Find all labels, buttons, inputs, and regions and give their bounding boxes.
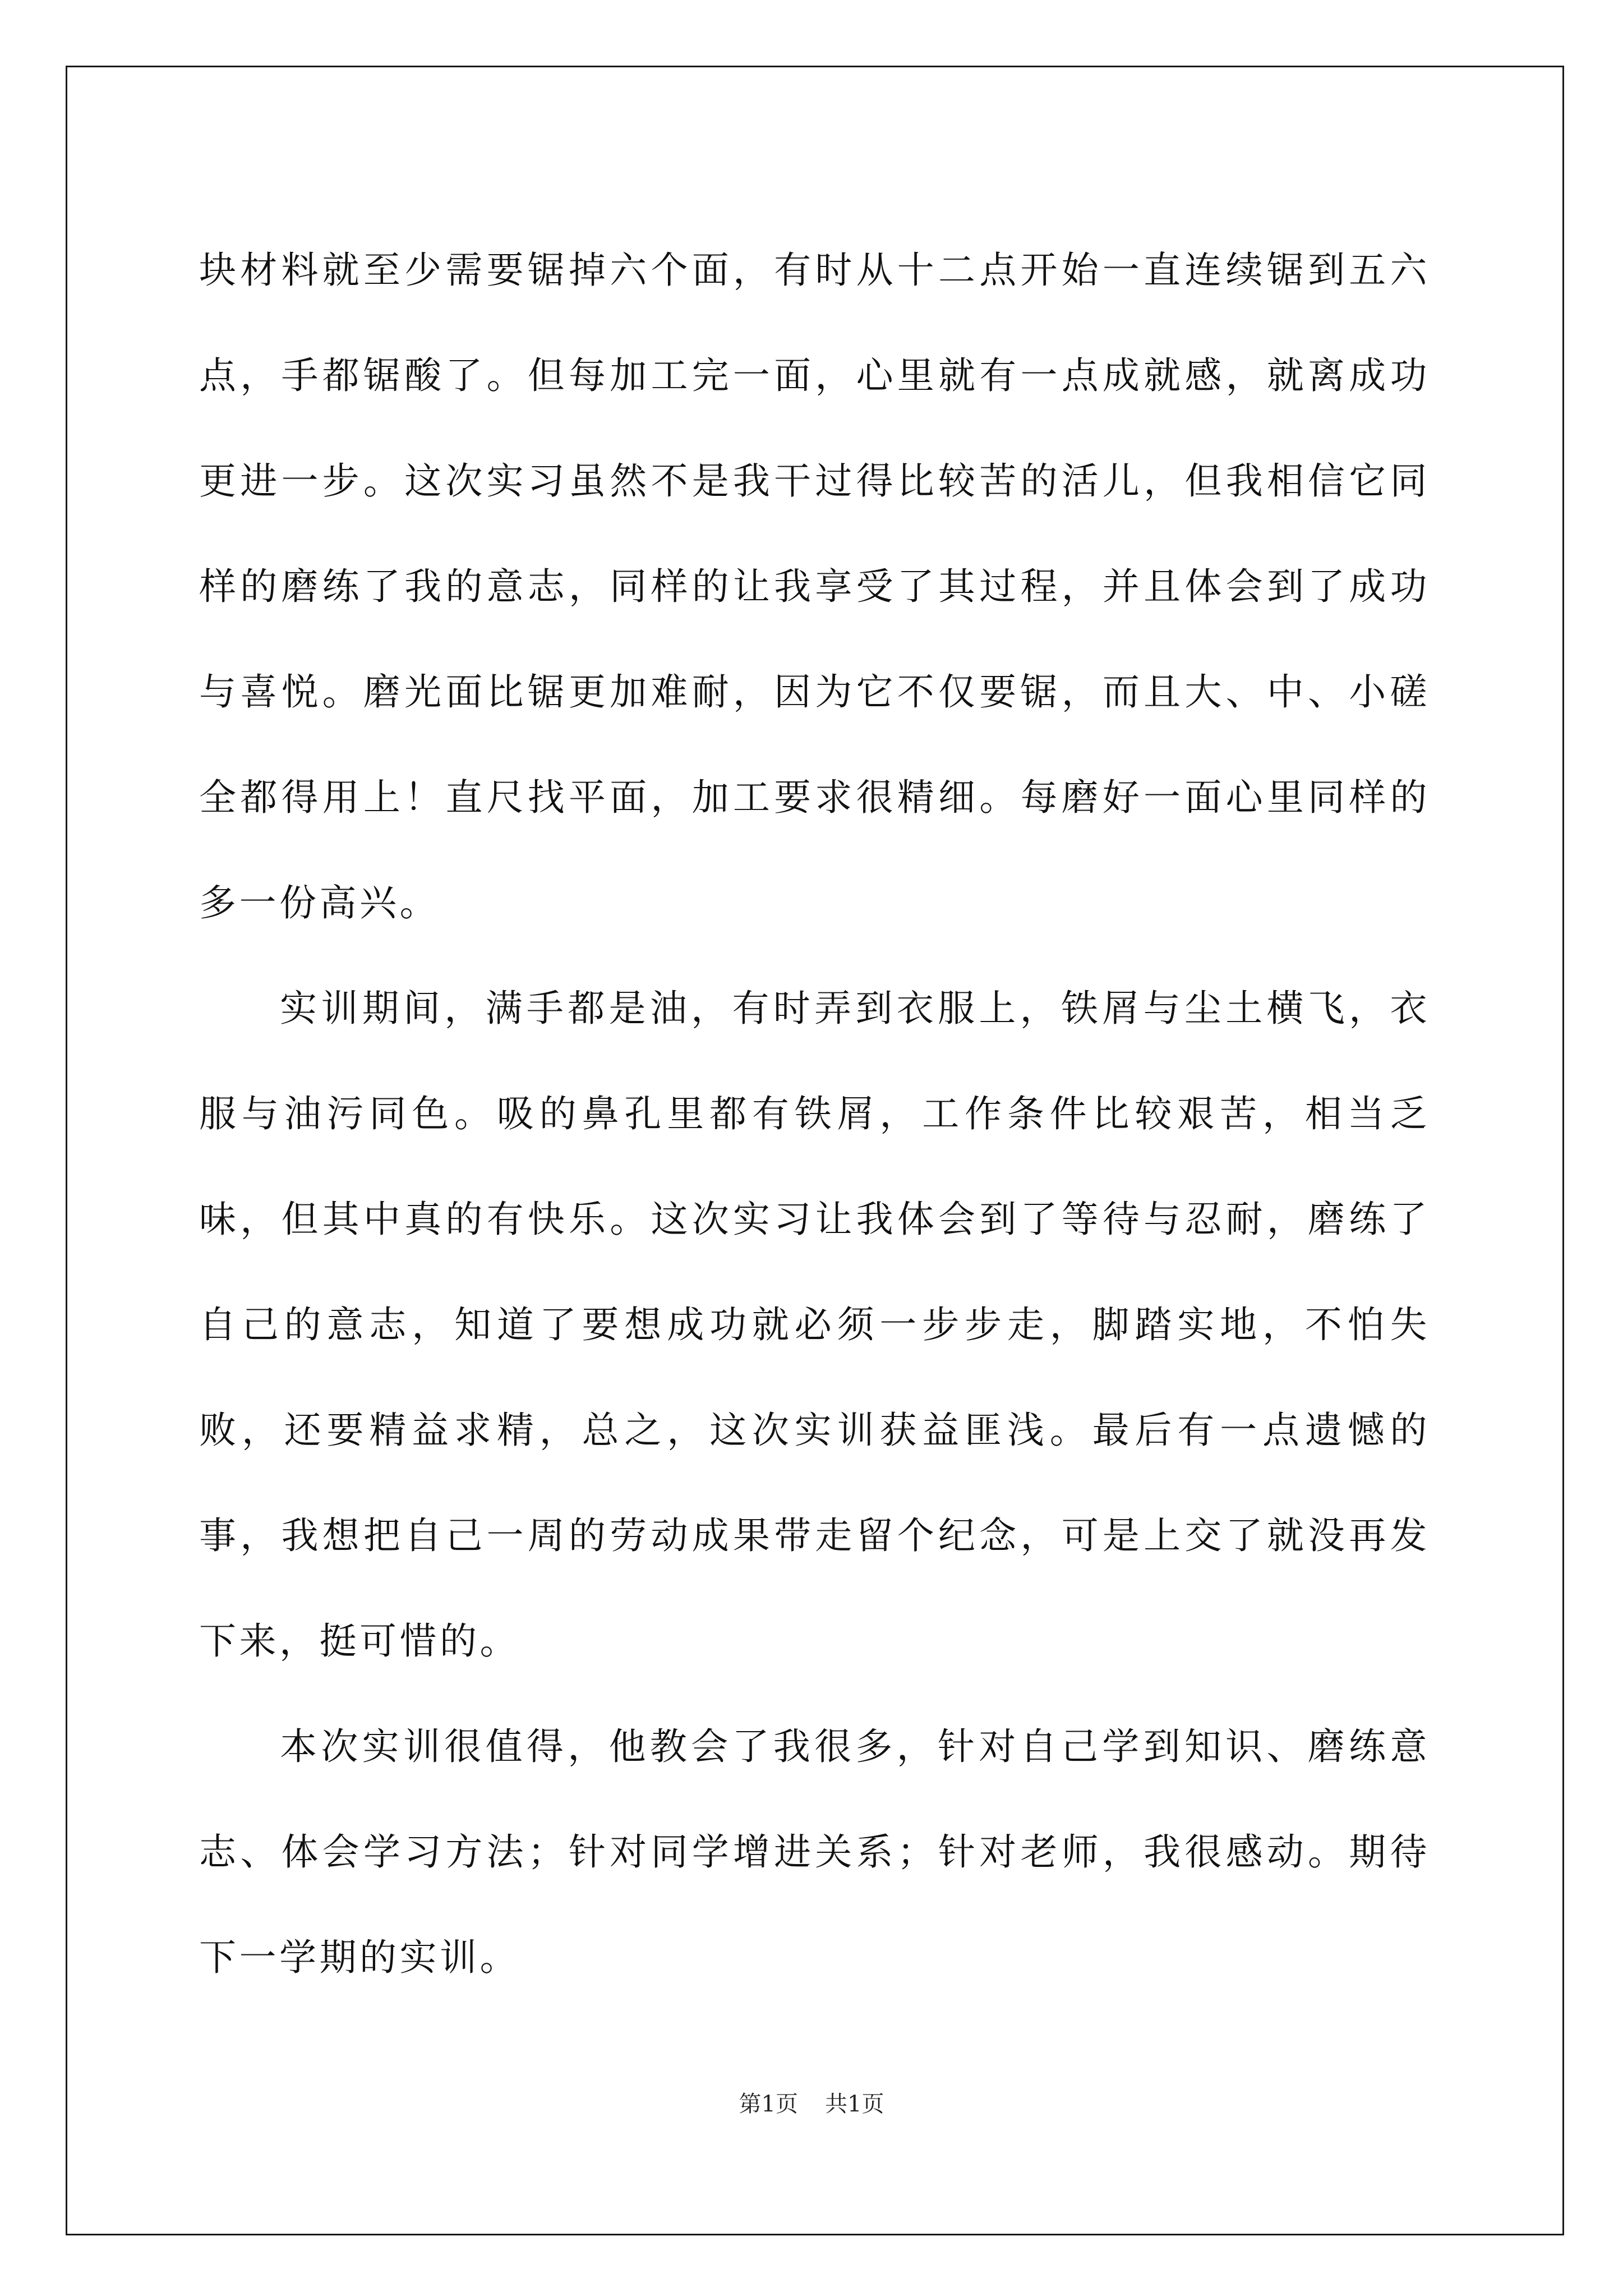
paragraph-2: 实训期间，满手都是油，有时弄到衣服上，铁屑与尘土横飞，衣服与油污同色。吸的鼻孔里都有铁屑，工作条件比较艰苦，相当乏味，但其中真的有快乐。这次实习让我体会到了等待与忍耐，磨练了自己的意志，知道了要想成功就必须一步步走，脚踏实地，不怕失败，还要精益求精，总之，这次实训获益匪浅。最后有一点遗憾的事，我想把自己一周的劳动成果带走留个纪念，可是上交了就没再发下来，挺可惜的。	[199, 987, 1430, 1663]
page-footer	[0, 2091, 1623, 2118]
document-body	[199, 218, 1430, 2010]
page-number: 第1页	[739, 2091, 798, 2117]
paragraph-1: 块材料就至少需要锯掉六个面，有时从十二点开始一直连续锯到五六点，手都锯酸了。但每加工完一面，心里就有一点成就感，就离成功更进一步。这次实习虽然不是我干过得比较苦的活儿，但我相信它同样的磨练了我的意志，同样的让我享受了其过程，并且体会到了成功与喜悦。磨光面比锯更加难耐，因为它不仅要锯，而且大、中、小磋全都得用上！直尺找平面，加工要求很精细。每磨好一面心里同样的多一份高兴。	[199, 249, 1430, 924]
page-total: 共1页	[825, 2091, 884, 2117]
paragraph-3: 本次实训很值得，他教会了我很多，针对自己学到知识、磨练意志、体会学习方法；针对同学增进关系；针对老师，我很感动。期待下一学期的实训。	[199, 1725, 1430, 1979]
